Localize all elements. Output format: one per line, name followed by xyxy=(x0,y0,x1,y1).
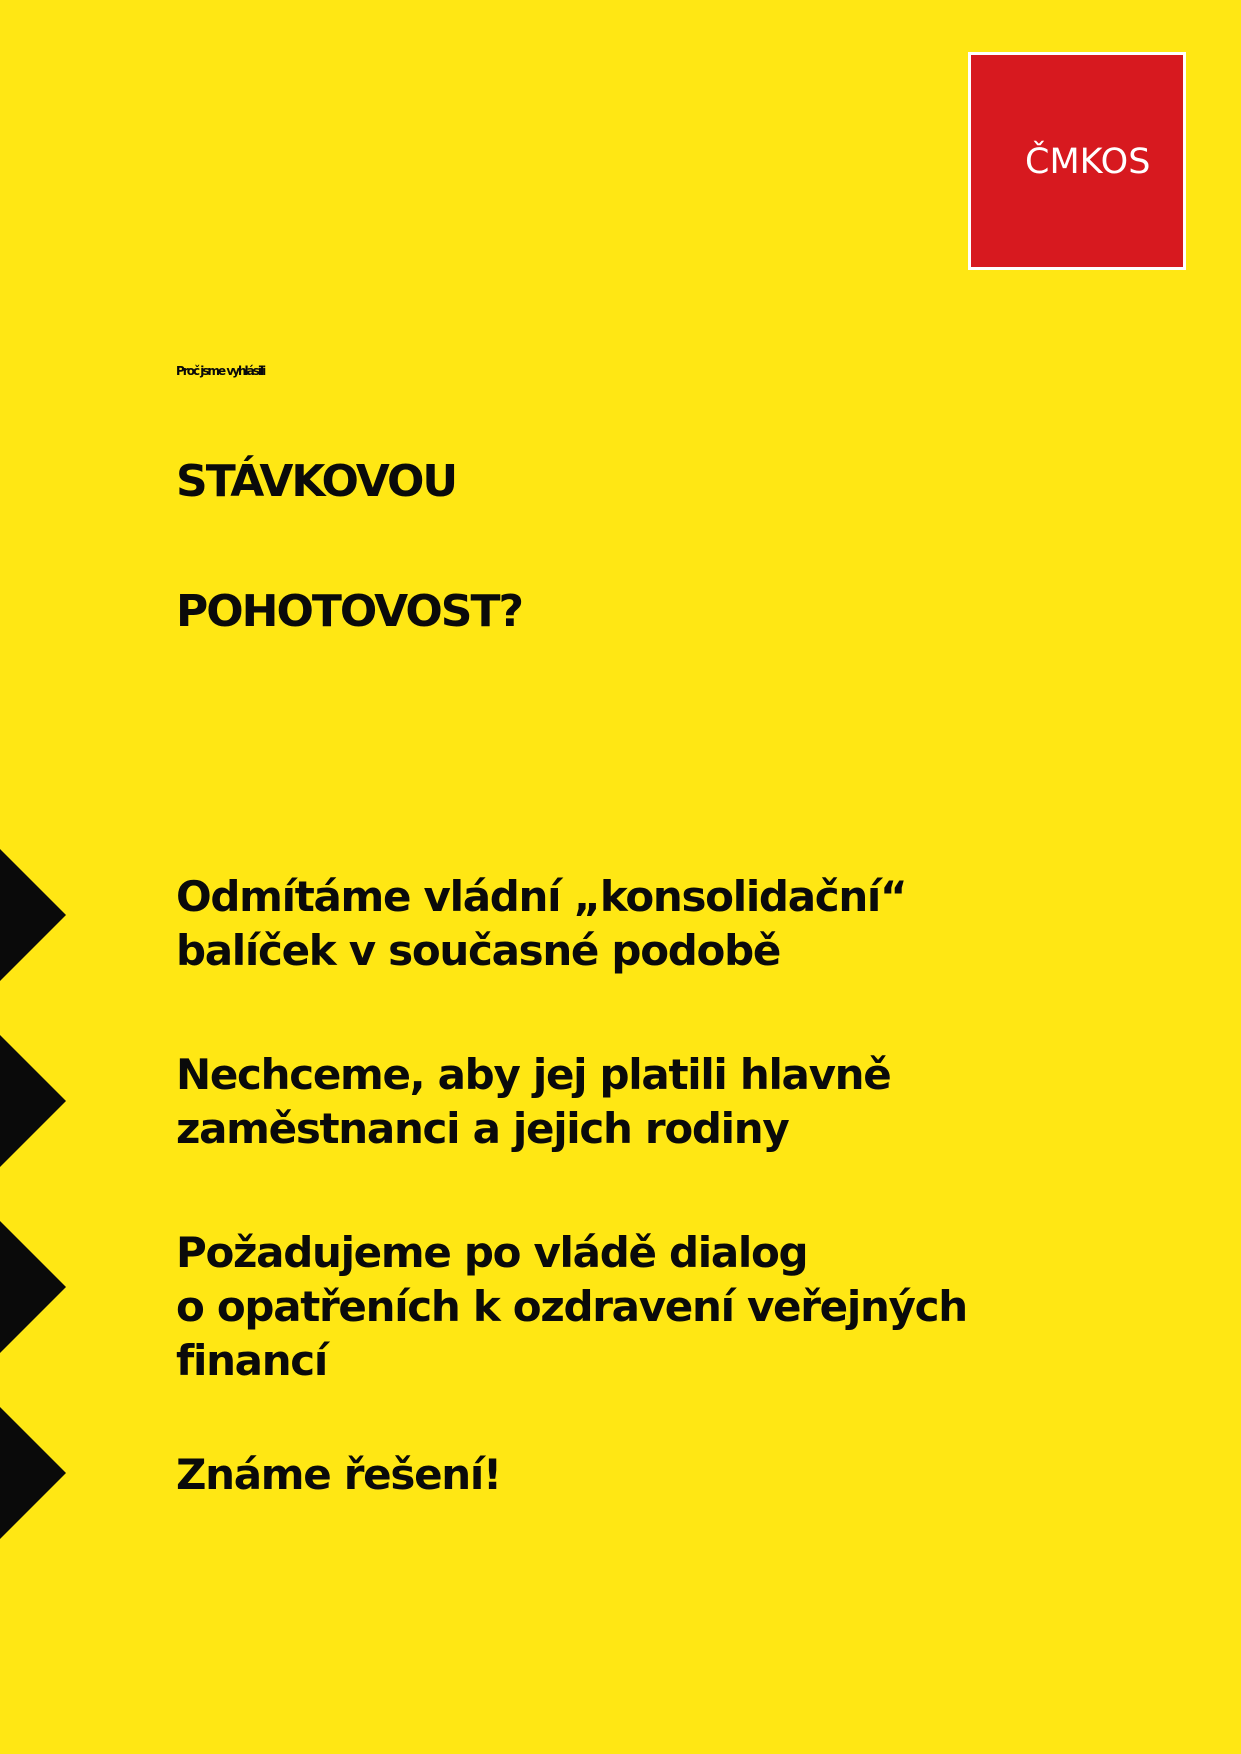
arrow-marker-icon xyxy=(0,1407,66,1539)
point-not-employees: Nechceme, aby jej platili hlavně zaměstnanci a jejich rodiny xyxy=(176,1050,891,1153)
headline xyxy=(176,365,1176,720)
point-reject-package: Odmítáme vládní „konsolidační“ balíček v současné podobě xyxy=(176,872,907,975)
arrow-marker-icon xyxy=(0,1221,66,1353)
headline-line-3: POHOTOVOST? xyxy=(176,586,523,637)
cmkos-logo xyxy=(968,52,1186,270)
logo-text: ČMKOS xyxy=(1025,142,1151,182)
point-demand-dialog: Požadujeme po vládě dialog o opatřeních k ozdravení veřejných financí xyxy=(176,1228,967,1385)
point-know-solution: Známe řešení! xyxy=(176,1450,501,1499)
arrow-marker-icon xyxy=(0,1035,66,1167)
arrow-marker-icon xyxy=(0,849,66,981)
headline-line-2: STÁVKOVOU xyxy=(176,456,457,507)
headline-line-1: Proč jsme vyhlásili xyxy=(176,364,265,378)
